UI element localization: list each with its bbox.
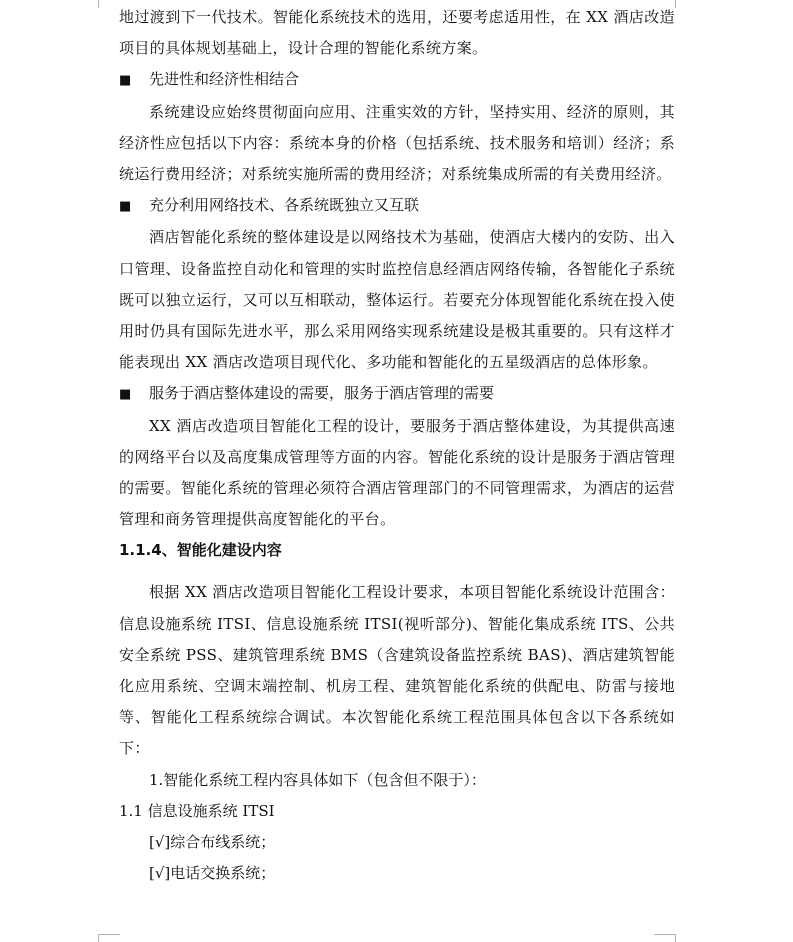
paragraph-economy: 系统建设应始终贯彻面向应用、注重实效的方针，坚持实用、经济的原则，其经济性应包括以下内容：系统本身的价格（包括系统、技术服务和培训）经济；系统运行费用经济；对系统实施所需的费用经济；对系统集成所需的有关费用经济。 (119, 102, 675, 184)
subsection-itsi: 1.1 信息设施系统 ITSI (119, 801, 275, 820)
page-corner-mark-bottom-left (98, 934, 99, 942)
bullet-hotel-service (119, 378, 675, 410)
paragraph-hotel-management: XX 酒店改造项目智能化工程的设计，要服务于酒店整体建设，为其提供高速的网络平台以及高度集成管理等方面的内容。智能化系统的设计是服务于酒店管理的需要。智能化系统的管理必须符合酒店管理部门的不同管理需求，为酒店的运营管理和商务管理提供高度智能化的平台。 (119, 416, 675, 529)
square-bullet-icon: ■ (119, 73, 132, 89)
page-corner-line-bottom-right (654, 934, 676, 935)
checked-item-cabling: [√]综合布线系统； (149, 833, 276, 852)
page-corner-mark-top-left (98, 0, 99, 8)
square-bullet-icon: ■ (119, 387, 132, 403)
document-body (119, 2, 675, 889)
section-heading: 1.1.4、智能化建设内容 (119, 541, 282, 560)
bullet-network-tech (119, 190, 675, 222)
page-corner-mark-top-right (675, 0, 676, 8)
bullet-text: 服务于酒店整体建设的需要，服务于酒店管理的需要 (149, 384, 495, 403)
paragraph-scope: 根据 XX 酒店改造项目智能化工程设计要求，本项目智能化系统设计范围含：信息设施系统 ITSI、信息设施系统 ITSI(视听部分)、智能化集成系统 ITS、公共安全系统 PSS、建筑管理系统 BMS（含建筑设备监控系统 BAS)、酒店建筑智能化应用系统、空调末端控制、机房工程、建筑智能化系统的供配电、防雷与接地等、智能化工程系统综合调试。本次智能化系统工程范围具体包含以下各系统如下： (119, 583, 675, 758)
page-corner-line-bottom-left (98, 934, 120, 935)
paragraph-tech-transition: 地过渡到下一代技术。智能化系统技术的选用，还要考虑适用性，在 XX 酒店改造项目的具体规划基础上，设计合理的智能化系统方案。 (119, 8, 675, 58)
numbered-item-1: 1.智能化系统工程内容具体如下（包含但不限于）： (149, 770, 486, 789)
paragraph-network: 酒店智能化系统的整体建设是以网络技术为基础，使酒店大楼内的安防、出入口管理、设备监控自动化和管理的实时监控信息经酒店网络传输，各智能化子系统既可以独立运行，又可以互相联动，整体运行。若要充分体现智能化系统在投入使用时仍具有国际先进水平，那么采用网络实现系统建设是极其重要的。只有这样才能表现出 XX 酒店改造项目现代化、多功能和智能化的五星级酒店的总体形象。 (119, 228, 675, 372)
bullet-text: 充分利用网络技术、各系统既独立又互联 (149, 196, 420, 215)
page-corner-mark-bottom-right (675, 934, 676, 942)
checked-item-telephone: [√]电话交换系统； (149, 864, 276, 883)
bullet-text: 先进性和经济性相结合 (149, 70, 300, 89)
bullet-advanced-economic (119, 64, 675, 96)
square-bullet-icon: ■ (119, 199, 132, 215)
